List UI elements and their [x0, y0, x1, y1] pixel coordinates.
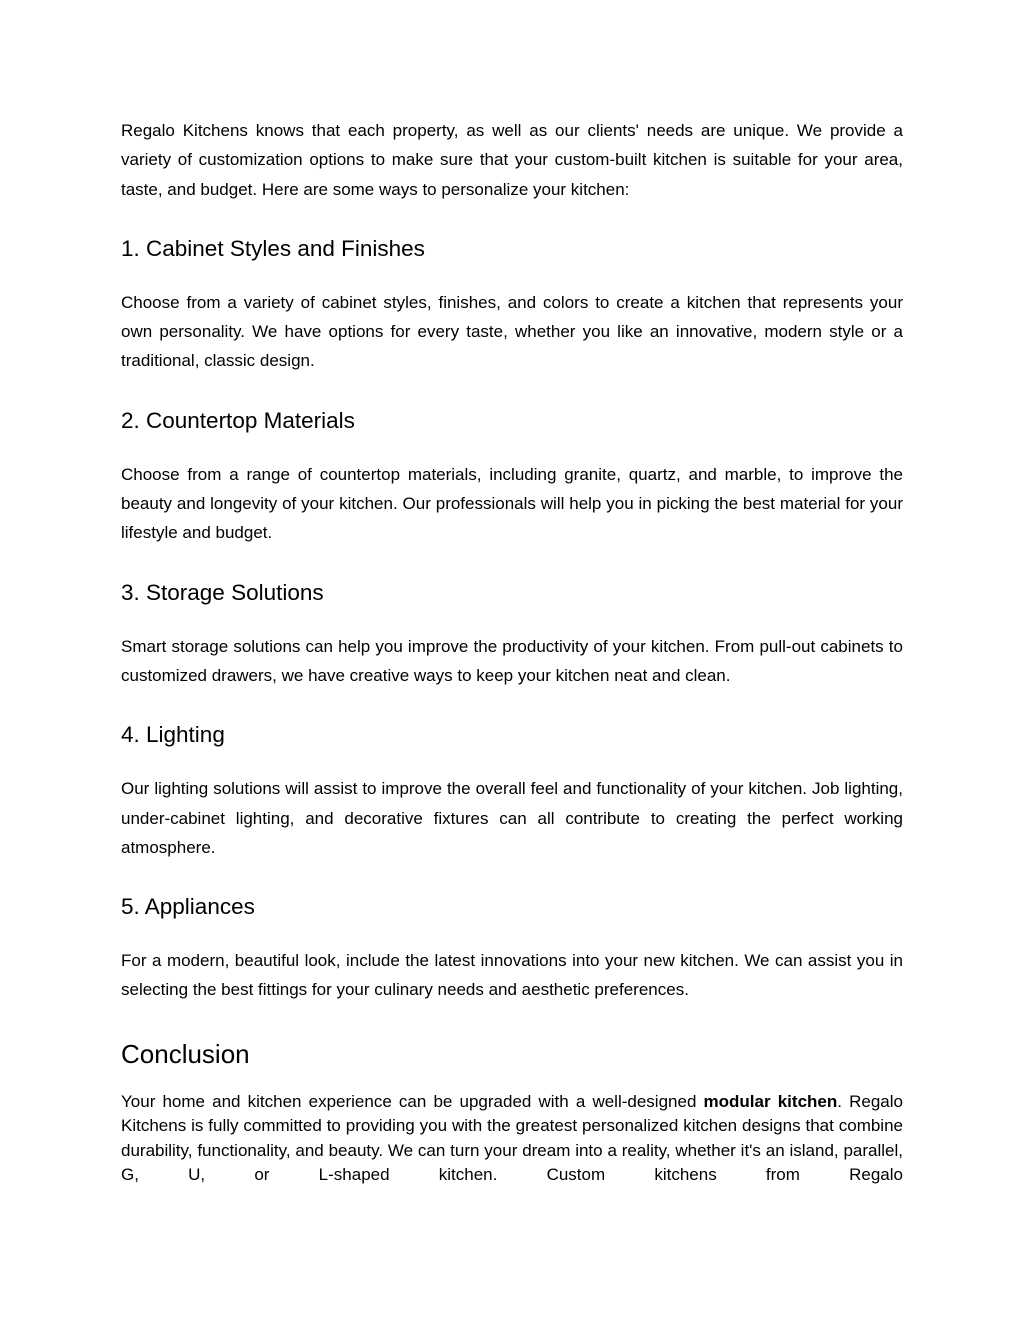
conclusion-text-before: Your home and kitchen experience can be upgraded with a well-designed	[121, 1091, 704, 1111]
section-heading-countertop-materials: 2. Countertop Materials	[121, 407, 355, 433]
intro-paragraph: Regalo Kitchens knows that each property, as well as our clients' needs are unique. We provide a variety of customization options to make sure that your custom-built kitchen is suitable for your area, taste, and budget. Here are some ways to personalize your kitchen:	[121, 121, 903, 199]
modular-kitchen-bold-text: modular kitchen	[703, 1091, 838, 1111]
section-heading-lighting: 4. Lighting	[121, 722, 225, 748]
section-body-cabinet-styles: Choose from a variety of cabinet styles, finishes, and colors to create a kitchen that represents your own personality. We have options for every taste, whether you like an innovative, modern style or a traditional, classic design.	[121, 292, 903, 371]
section-body-countertop-materials: Choose from a range of countertop materials, including granite, quartz, and marble, to improve the beauty and longevity of your kitchen. Our professionals will help you in picking the best material for your lifestyle and budget.	[121, 464, 903, 543]
section-heading-storage-solutions: 3. Storage Solutions	[121, 579, 324, 605]
section-heading-cabinet-styles: 1. Cabinet Styles and Finishes	[121, 235, 425, 261]
conclusion-paragraph	[121, 1090, 903, 1188]
conclusion-heading: Conclusion	[121, 1038, 250, 1069]
section-body-appliances: For a modern, beautiful look, include the latest innovations into your new kitchen. We can assist you in selecting the best fittings for your culinary needs and aesthetic preferences.	[121, 951, 903, 1000]
section-heading-appliances: 5. Appliances	[121, 894, 255, 920]
section-body-lighting: Our lighting solutions will assist to improve the overall feel and functionality of your kitchen. Job lighting, under-cabinet lighting, and decorative fixtures can all contribute to creating the perfect working atmosphere.	[121, 779, 903, 857]
section-body-storage-solutions: Smart storage solutions can help you improve the productivity of your kitchen. From pull-out cabinets to customized drawers, we have creative ways to keep your kitchen neat and clean.	[121, 636, 903, 685]
document-page	[121, 116, 903, 1188]
conclusion-text-after: . Regalo Kitchens is fully committed to providing you with the greatest personalized kitchen designs that combine durability, functionality, and beauty. We can turn your dream into a reality, whether it's an island, parallel, G, U, or L-shaped kitchen. Custom kitchens from Regalo	[121, 1091, 903, 1185]
